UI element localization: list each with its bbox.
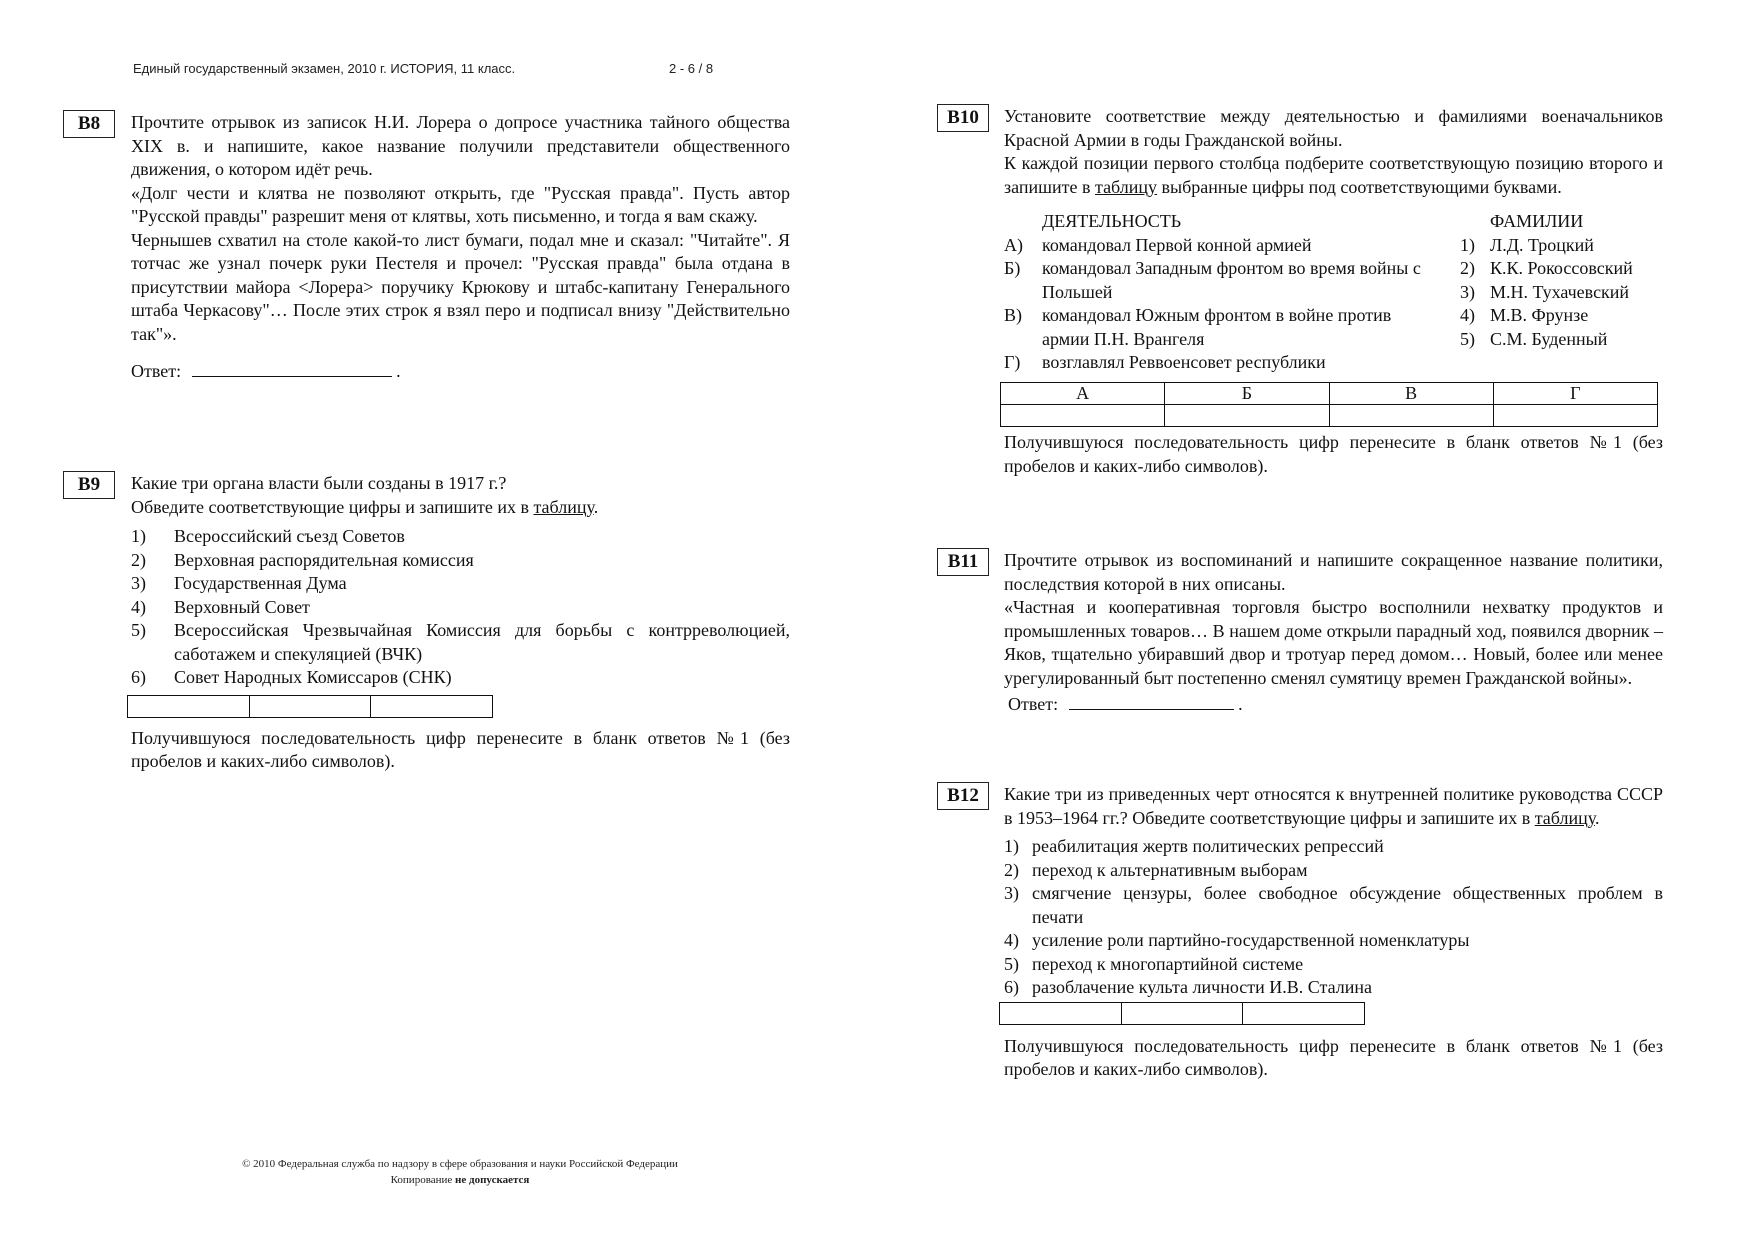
b10-surname: 1) Л.Д. Троцкий: [1460, 234, 1594, 255]
b10-activity: А) командовал Первой конной армией: [1004, 234, 1312, 255]
b10-letter-cell: В: [1329, 383, 1493, 405]
b9-answer-cell[interactable]: [128, 695, 250, 717]
b12-option: 5) переход к многопартийной системе: [1004, 953, 1304, 974]
question-label-b11: В11: [937, 548, 989, 576]
b10-intro: Установите соответствие между деятельностью и фамилиями военачальников Красной Армии в годы Гражданской войны.: [1004, 106, 1663, 150]
b8-answer-row: Ответ: .: [131, 361, 401, 381]
question-label-b8: В8: [63, 110, 115, 138]
copyright-line: © 2010 Федеральная служба по надзору в сфере образования и науки Российской Федерации: [242, 1158, 678, 1170]
b8-answer-line[interactable]: [192, 360, 392, 377]
question-label-b9: В9: [63, 471, 115, 499]
b11-answer-label: Ответ:: [1008, 694, 1059, 714]
b8-quote-1: «Долг чести и клятва не позволяют открыть, где "Русская правда". Пусть автор "Русской правды" разрешит меня от клятвы, хоть письменно, и тогда я вам скажу.: [131, 182, 790, 226]
b11-answer-row: Ответ: .: [1008, 694, 1243, 714]
b12-option: 1) реабилитация жертв политических репрессий: [1004, 836, 1384, 856]
b9-option: 3) Государственная Дума: [131, 573, 347, 593]
b10-activity: Б) командовал Западным фронтом во время войны с Польшей: [1004, 258, 1421, 302]
b8-intro: Прочтите отрывок из записок Н.И. Лорера о допросе участника тайного общества XIX в. и напишите, какое название получили представители общественного движения, о котором идёт речь.: [131, 112, 790, 179]
b12-table-link: таблицу: [1534, 807, 1595, 828]
b9-option: 1) Всероссийский съезд Советов: [131, 526, 405, 546]
b12-answer-cell[interactable]: [1000, 1002, 1122, 1024]
b10-activity: Г) возглавлял Реввоенсовет республики: [1004, 352, 1326, 372]
b10-surname: 2) К.К. Рокоссовский: [1460, 258, 1633, 278]
b10-surname: 3) М.Н. Тухачевский: [1460, 281, 1630, 302]
b10-col1-header: ДЕЯТЕЛЬНОСТЬ: [1042, 211, 1182, 231]
copy-notice: Копирование не допускается: [390, 1174, 530, 1186]
b9-option: 4) Верховный Совет: [131, 596, 310, 617]
b12-note: Получившуюся последовательность цифр перенесите в бланк ответов №1 (без пробелов и каких-либо символов).: [1004, 1035, 1663, 1079]
b10-answer-cell[interactable]: [1329, 405, 1493, 427]
b9-option: 2) Верховная распорядительная комиссия: [131, 549, 474, 570]
b9-table-link: таблицу: [533, 496, 594, 517]
question-b12: [1004, 783, 1663, 1082]
b10-letter-cell: А: [1001, 383, 1165, 405]
question-label-b12: В12: [937, 782, 989, 810]
b10-answer-table: [1000, 382, 1658, 427]
b9-options: [131, 525, 790, 690]
b10-matching: [1004, 210, 1663, 382]
b10-left-column: [1004, 234, 1444, 375]
b9-answer-cell[interactable]: [249, 695, 371, 717]
b12-options: [1004, 835, 1663, 1000]
question-b11: [1004, 549, 1663, 717]
b9-note: Получившуюся последовательность цифр перенесите в бланк ответов №1 (без пробелов и каких-либо символов).: [131, 727, 790, 771]
b12-option: 3) смягчение цензуры, более свободное обсуждение общественных проблем в печати: [1004, 883, 1663, 927]
b10-answer-cell[interactable]: [1493, 405, 1657, 427]
b9-option: 6) Совет Народных Комиссаров (СНК): [131, 667, 452, 687]
b10-table-link: таблицу: [1094, 176, 1158, 197]
b8-answer-label: Ответ:: [131, 361, 182, 381]
b12-answer-table: [999, 1002, 1365, 1025]
b12-option: 4) усиление роли партийно-государственной номенклатуры: [1004, 930, 1470, 950]
b12-answer-cell[interactable]: [1243, 1002, 1365, 1024]
b10-col2-header: ФАМИЛИИ: [1490, 211, 1584, 231]
page-header: [133, 61, 714, 76]
b11-quote: «Частная и кооперативная торговля быстро восполнили нехватку продуктов и промышленных товаров… В нашем доме открыли парадный ход, появился дворник – Яков, тщательно убиравший двор и тротуар перед домом… Новый, более или менее урегулированный быт постепенно сменял сумятицу времен Гражданской войны».: [1004, 597, 1663, 688]
b12-answer-cell[interactable]: [1121, 1002, 1243, 1024]
b10-surname: 4) М.В. Фрунзе: [1460, 305, 1589, 325]
b11-answer-line[interactable]: [1069, 693, 1234, 710]
b10-letter-cell: Б: [1165, 383, 1329, 405]
question-b8: [131, 111, 790, 384]
b10-surname: 5) С.М. Буденный: [1460, 328, 1608, 349]
page-number: 2 - 6 / 8: [669, 61, 714, 76]
b12-option: 2) переход к альтернативным выборам: [1004, 859, 1308, 880]
b9-answer-cell[interactable]: [371, 695, 493, 717]
b9-instruction: Обведите соответствующие цифры и запишите их в таблицу.: [131, 496, 599, 517]
b9-question: Какие три органа власти были созданы в 1917 г.?: [131, 473, 507, 493]
b10-answer-cell[interactable]: [1001, 405, 1165, 427]
b10-activity: В) командовал Южным фронтом в войне против армии П.Н. Врангеля: [1004, 305, 1392, 349]
b11-intro: Прочтите отрывок из воспоминаний и напишите сокращенное название политики, последствия которой в них описаны.: [1004, 550, 1663, 594]
b8-quote-2: Чернышев схватил на столе какой-то лист бумаги, подал мне и сказал: "Читайте". Я тотчас же узнал почерк руки Пестеля и прочел: "Русская правда" была отдана в присутствии майора <Лорера> поручику Крюкову и штабс-капитану Генерального штаба Черкасову"… После этих строк я взял перо и подписал внизу "Действительно так"».: [131, 229, 790, 344]
b10-note: Получившуюся последовательность цифр перенесите в бланк ответов №1 (без пробелов и каких-либо символов).: [1004, 432, 1663, 476]
exam-title: Единый государственный экзамен, 2010 г. ИСТОРИЯ, 11 класс.: [133, 61, 516, 76]
b12-question: Какие три из приведенных черт относятся к внутренней политике руководства СССР в 1953–1964 гг.? Обведите соответствующие цифры и запишите их в таблицу.: [1004, 784, 1663, 828]
page-footer: [195, 1156, 725, 1188]
b9-answer-table: [127, 695, 493, 718]
b10-right-column: [1460, 234, 1670, 352]
question-b9: [131, 472, 790, 774]
b10-answer-cell[interactable]: [1165, 405, 1329, 427]
b9-option: 5) Всероссийская Чрезвычайная Комиссия для борьбы с контрреволюцией, саботажем и спекуляцией (ВЧК): [131, 620, 790, 664]
b10-instruction: К каждой позиции первого столбца подберите соответствующую позицию второго и запишите в таблицу выбранные цифры под соответствующими буквами.: [1004, 153, 1663, 197]
question-b10: [1004, 105, 1663, 478]
b10-letter-cell: Г: [1493, 383, 1657, 405]
b12-option: 6) разоблачение культа личности И.В. Сталина: [1004, 977, 1373, 997]
question-label-b10: В10: [937, 104, 989, 132]
